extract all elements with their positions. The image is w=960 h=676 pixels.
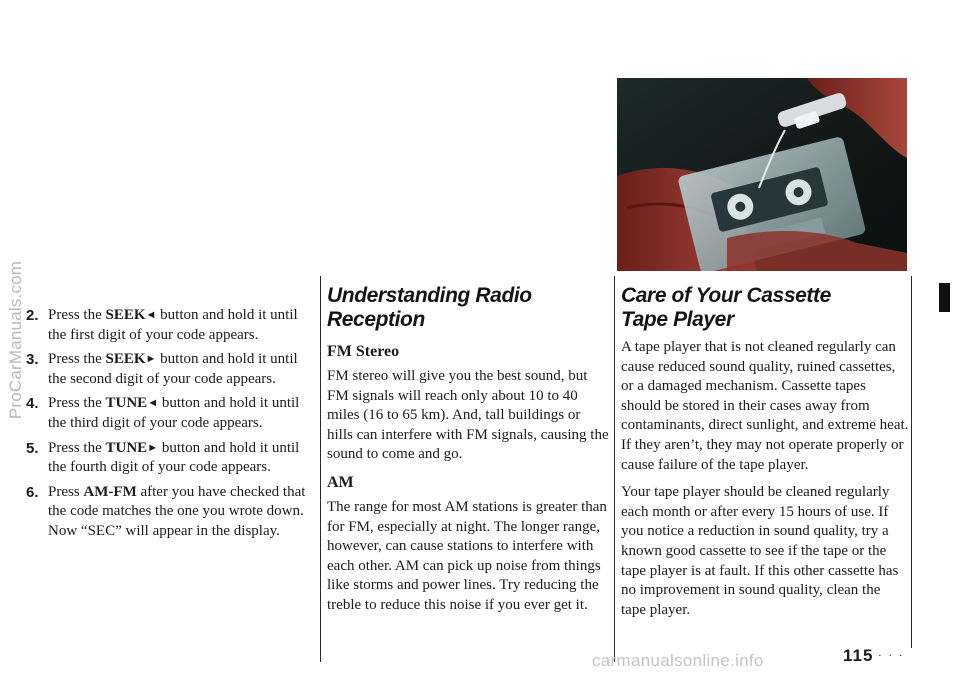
step-text-after: button and hold it until the fourth digit of your code appears.: [48, 439, 300, 476]
step-button-name: SEEK: [105, 307, 146, 323]
fm-stereo-text: FM stereo will give you the best sound, but FM signals will reach only about 10 to 40 miles (16 to 65 km). And, tall buildings or hills can interfere with FM signals, causing the sound to come and go.: [327, 368, 609, 463]
cassette-care-column: [621, 284, 909, 628]
radio-reception-column: [327, 284, 609, 624]
step-text-after: button and hold it until the third digit of your code appears.: [48, 395, 300, 431]
step-number: 6.: [26, 483, 39, 501]
step-text-after: button and hold it until the second digit of your code appears.: [48, 351, 298, 387]
step-button-name: TUNE: [105, 439, 148, 456]
step-item: [22, 439, 318, 478]
step-number: 3.: [26, 351, 39, 369]
side-watermark-text: ProCarManuals.com: [6, 260, 25, 420]
left-arrow-icon: ◄: [145, 309, 157, 321]
footer-watermark: carmanualsonline.info: [592, 651, 764, 670]
radio-reception-heading: Understanding Radio Reception: [327, 284, 532, 331]
step-text-before: Press: [48, 483, 84, 500]
divider-far-right: [911, 276, 912, 648]
steps-column: [22, 306, 318, 547]
step-text-after: button and hold it until the first digit of your code appears.: [48, 307, 298, 343]
am-heading: AM: [327, 473, 354, 491]
fm-stereo-heading: FM Stereo: [327, 343, 400, 360]
step-text-before: Press the: [48, 439, 106, 456]
left-arrow-icon: ◄: [147, 397, 159, 410]
cassette-cleaning-photo: [617, 78, 907, 271]
step-item: [22, 306, 318, 345]
step-item: [22, 483, 318, 542]
am-text: The range for most AM stations is greater than for FM, especially at night. The longer range, however, can cause stations to interfere with each other. AM can pick up noise from things like storms and power lines. Try reducing the treble to reduce this noise if you ever get it.: [327, 498, 607, 613]
divider-left: [320, 276, 321, 662]
right-arrow-icon: ►: [147, 441, 159, 454]
divider-right: [614, 276, 615, 662]
page-number-dots: · · ·: [878, 650, 905, 662]
step-button-name: SEEK: [105, 351, 146, 368]
step-text-before: Press the: [48, 307, 106, 323]
section-tab-marker: [939, 283, 950, 312]
right-arrow-icon: ►: [145, 353, 157, 366]
step-item: [22, 350, 318, 389]
step-text-after: after you have checked that the code matches the one you wrote down. Now “SEC” will appear in the display.: [48, 483, 306, 539]
step-text-before: Press the: [48, 395, 106, 412]
step-text-before: Press the: [48, 351, 106, 368]
cassette-care-heading: Care of Your Cassette Tape Player: [621, 284, 831, 331]
cassette-care-paragraph-1: A tape player that is not cleaned regularly can cause reduced sound quality, ruined cassettes, or a damaged mechanism. Cassette tapes should be stored in their cases away from contaminants, direct sunlight, and extreme heat. If they aren’t, they may not operate properly or cause failure of the tape player.: [621, 339, 909, 473]
step-number: 4.: [26, 395, 39, 413]
step-number: 2.: [26, 307, 39, 324]
page-number: 115: [843, 646, 874, 665]
step-button-name: TUNE: [105, 395, 148, 412]
step-item: [22, 394, 318, 433]
step-button-name: AM-FM: [83, 483, 137, 500]
step-number: 5.: [26, 439, 39, 457]
cassette-care-paragraph-2: Your tape player should be cleaned regularly each month or after every 15 hours of use. If you notice a reduction in sound quality, try a known good cassette to see if the tape or the tape player is at fault. If this other cassette has no improvement in sound quality, clean the tape player.: [621, 484, 899, 618]
